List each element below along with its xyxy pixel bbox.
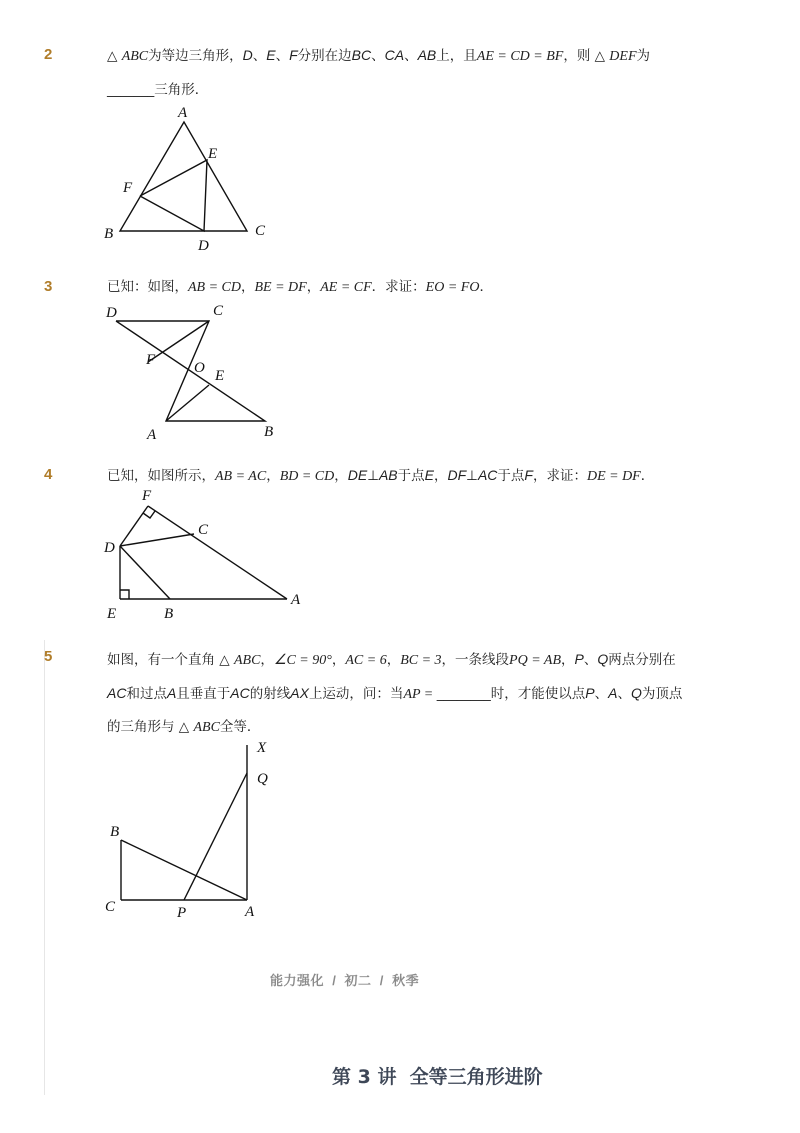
label-b: B [164,606,174,622]
triangle-def [140,160,207,231]
label-f: F [142,488,152,504]
label-b: B [104,226,114,242]
figure-q2-equilateral-triangle [100,100,280,260]
label-a: A [245,904,255,920]
label-p: P [177,905,187,921]
label-d: D [106,305,117,321]
segment-ba [121,840,247,900]
figure-q3-crossing-lines [100,300,290,445]
question-5-text-line3: 的三角形与 △ ABC全等． [107,719,261,735]
label-o: O [194,360,205,376]
label-b: B [110,824,120,840]
label-d: D [198,238,209,254]
label-a: A [147,427,157,443]
label-e: E [215,368,225,384]
right-angle-e [120,590,129,599]
footer-breadcrumb: 能力强化 / 初二 / 秋季 [270,973,420,988]
label-e: E [107,606,117,622]
question-number-2: 2 [44,46,53,63]
question-2-text-line1: △ ABC为等边三角形，D、E、F分别在边BC、CA、AB上，且AE = CD = BF，则 △ DEF为 [107,47,651,64]
zigzag-dcab [116,321,265,421]
question-number-3: 3 [44,278,53,295]
question-3-text: 已知：如图，AB = CD，BE = DF，AE = CF．求证：EO = FO． [107,279,493,295]
answer-blank: ________ [436,686,491,702]
label-f: F [146,352,156,368]
label-c: C [213,303,224,319]
segment-df [120,506,148,546]
question-5-text-line2: AC和过点A且垂直于AC的射线AX上运动，问：当AP = ________时，才能使以点P、A、Q为顶点 [107,685,683,702]
question-number-5: 5 [44,648,53,665]
label-c: C [255,223,266,239]
label-x: X [257,740,267,756]
figure-q4-kite [100,485,310,625]
answer-blank: _______ [107,82,155,98]
label-f: F [123,180,133,196]
question-5-text-line1: 如图，有一个直角 △ ABC，∠C = 90°，AC = 6，BC = 3，一条线段PQ = AB，P、Q两点分别在 [107,651,676,668]
segment-dc [120,534,194,546]
triangle-abc [120,122,247,231]
segment-fa [148,506,287,599]
label-b: B [264,424,274,440]
segment-ae [166,385,209,421]
figure-q5-right-triangle [100,735,290,930]
segment-db [120,546,170,599]
label-c: C [105,899,116,915]
label-d: D [104,540,115,556]
label-a: A [178,105,188,121]
margin-rule [44,640,45,1095]
question-2-text-line2: _______三角形． [107,82,209,98]
segment-pq [184,773,247,900]
label-c: C [198,522,209,538]
label-q: Q [257,771,268,787]
right-angle-f [143,511,155,518]
question-4-text: 已知，如图所示，AB = AC，BD = CD，DE⊥AB于点E，DF⊥AC于点F，求证：DE = DF． [107,467,655,484]
lecture-title: 第 3 讲 全等三角形进阶 [332,1066,543,1088]
label-a: A [291,592,301,608]
question-number-4: 4 [44,466,53,483]
label-e: E [208,146,218,162]
